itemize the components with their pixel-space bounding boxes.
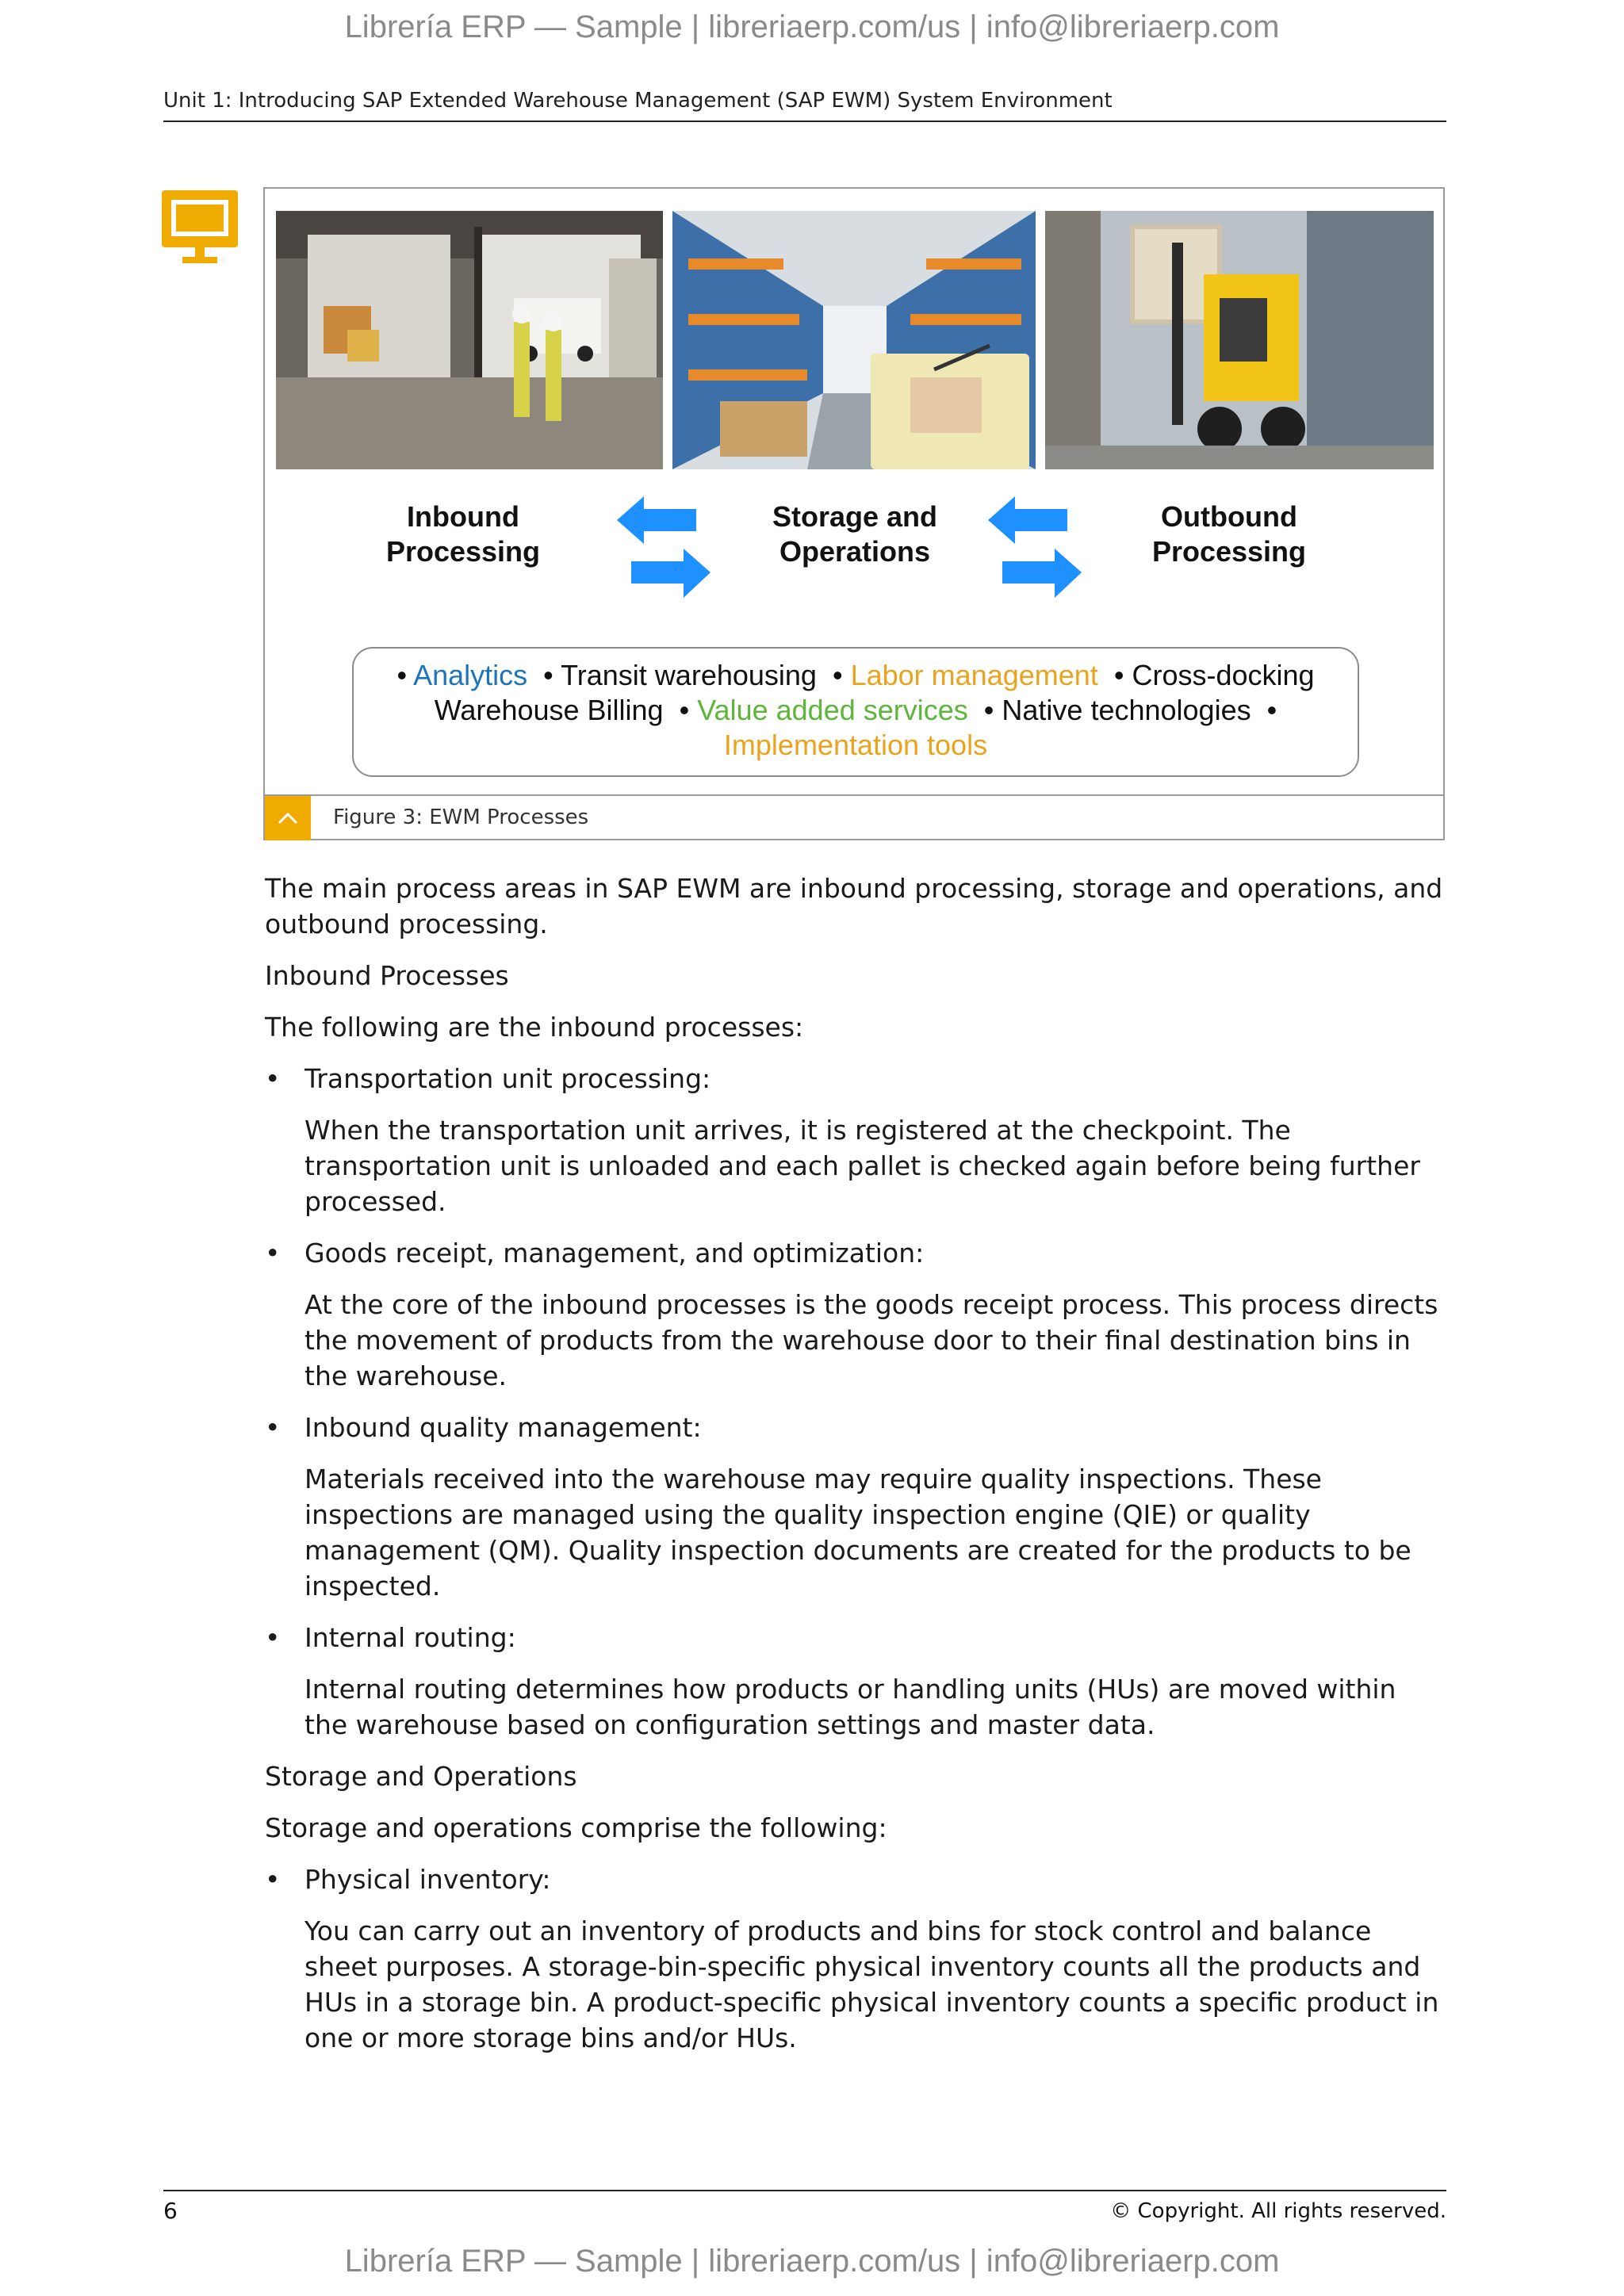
intro-paragraph: The main process areas in SAP EWM are inbound processing, storage and operations, and outbound processing. xyxy=(265,873,1443,939)
collapse-toggle-button[interactable] xyxy=(265,796,311,840)
chevron-up-icon xyxy=(265,796,311,840)
feature-transit: Transit warehousing xyxy=(561,659,817,691)
presentation-icon xyxy=(162,190,238,266)
inbound-processing-label: Inbound Processing xyxy=(385,500,541,568)
page-number: 6 xyxy=(163,2198,178,2224)
feature-native: Native technologies xyxy=(1002,694,1251,726)
bidirectional-arrows-icon xyxy=(617,496,710,598)
storage-aisle-photo xyxy=(672,211,1036,469)
feature-analytics: Analytics xyxy=(413,659,528,691)
copyright-notice: © Copyright. All rights reserved. xyxy=(1110,2199,1446,2223)
list-item: • Transportation unit processing: When the transportation unit arrives, it is registered at the checkpoint. The transportation unit is unloaded and each pallet is checked again before being further processed. xyxy=(265,1063,1420,1217)
feature-vas: Value added services xyxy=(697,694,968,726)
features-line-2: Warehouse Billing • Value added services • Native technologies • xyxy=(434,694,1277,726)
watermark-top: Librería ERP — Sample | libreriaerp.com/us | info@libreriaerp.com xyxy=(344,10,1280,44)
features-line-3 xyxy=(354,728,1358,763)
watermark-bottom: Librería ERP — Sample | libreriaerp.com/us | info@libreriaerp.com xyxy=(344,2244,1280,2279)
footer-rule xyxy=(163,2190,1446,2191)
list-item: • Internal routing: Internal routing determines how products or handling units (HUs) are moved within the warehouse based on configuration settings and master data. xyxy=(265,1622,1396,1740)
storage-operations-label: Storage and Operations xyxy=(772,500,938,568)
figure-caption-bar xyxy=(265,794,1443,840)
features-line-1: • Analytics • Transit warehousing • Labor management • Cross-docking xyxy=(396,659,1315,691)
figure-caption: Figure 3: EWM Processes xyxy=(333,806,589,829)
outbound-forklift-photo xyxy=(1045,211,1434,469)
list-item: • Goods receipt, management, and optimization: At the core of the inbound processes is the goods receipt process. This process directs the movement of products from the warehouse door to their final destination bins in the warehouse. xyxy=(265,1238,1438,1391)
feature-labor: Labor management xyxy=(850,659,1098,691)
feature-impl: Implementation tools xyxy=(723,729,988,761)
list-item: • Inbound quality management: Materials received into the warehouse may require quality inspections. These inspections are managed using the quality inspection engine (QIE) or quality management (QM). Quality inspection documents are created for the products to be inspected. xyxy=(265,1412,1411,1601)
outbound-processing-label: Outbound Processing xyxy=(1151,500,1307,568)
storage-heading: Storage and Operations xyxy=(265,1761,577,1792)
header-rule xyxy=(163,121,1446,122)
figure-ewm-processes xyxy=(263,187,1445,840)
inbound-dock-photo xyxy=(276,211,663,469)
storage-lead: Storage and operations comprise the following: xyxy=(265,1812,887,1843)
features-box xyxy=(352,647,1359,777)
storage-list xyxy=(265,1862,1446,2056)
inbound-heading: Inbound Processes xyxy=(265,960,509,991)
list-item: • Physical inventory: You can carry out an inventory of products and bins for stock control and balance sheet purposes. A storage-bin-specific physical inventory counts all the products and HUs in a storage bin. A product-specific physical inventory counts a specific product in one or more storage bins and/or HUs. xyxy=(265,1864,1439,2053)
inbound-lead: The following are the inbound processes: xyxy=(265,1012,804,1043)
running-head: Unit 1: Introducing SAP Extended Warehouse Management (SAP EWM) System Environment xyxy=(163,89,1113,113)
feature-billing: Warehouse Billing xyxy=(434,694,664,726)
inbound-list xyxy=(265,1061,1446,1743)
bidirectional-arrows-icon xyxy=(988,496,1082,598)
body-content xyxy=(265,871,1446,2072)
feature-crossdock: Cross-docking xyxy=(1132,659,1315,691)
